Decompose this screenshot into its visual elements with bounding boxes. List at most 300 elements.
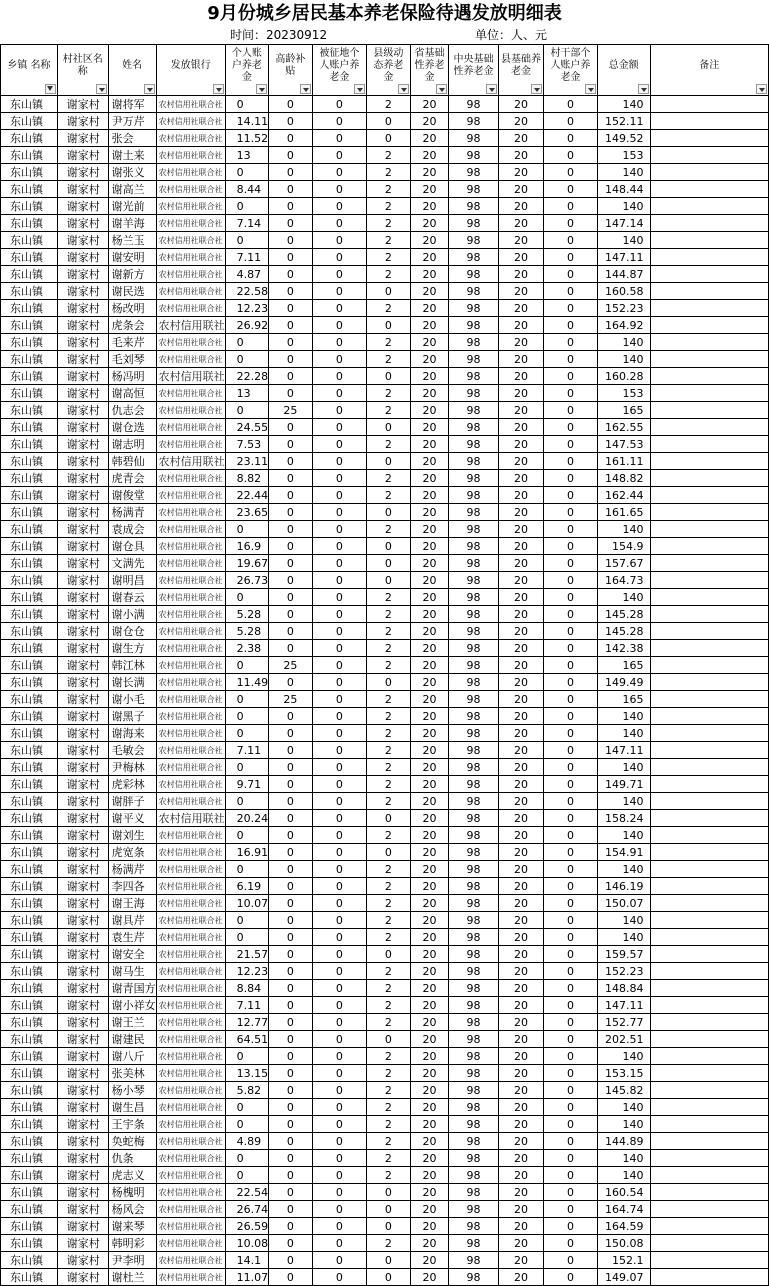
cell-name[interactable]: 谢建民 [108,1031,156,1048]
cell-central[interactable]: 98 [449,980,498,997]
cell-cadre[interactable]: 0 [544,368,597,385]
cell-personal[interactable]: 19.67 [225,555,269,572]
cell-cadre[interactable]: 0 [544,300,597,317]
cell-bank[interactable]: 农村信用社联合社 [156,776,225,793]
cell-personal[interactable]: 0 [225,521,269,538]
cell-personal[interactable]: 13 [225,147,269,164]
cell-central[interactable]: 98 [449,317,498,334]
cell-land[interactable]: 0 [312,878,366,895]
cell-county-dyn[interactable]: 2 [367,912,411,929]
cell-bank[interactable]: 农村信用社联合社 [156,606,225,623]
cell-name[interactable]: 谢胖子 [108,793,156,810]
cell-name[interactable]: 谢春云 [108,589,156,606]
cell-total[interactable]: 162.55 [597,419,650,436]
cell-county-dyn[interactable]: 2 [367,232,411,249]
cell-land[interactable]: 0 [312,521,366,538]
cell-prov[interactable]: 20 [410,1218,449,1235]
cell-village[interactable]: 谢家村 [57,436,108,453]
cell-total[interactable]: 149.07 [597,1269,650,1286]
cell-central[interactable]: 98 [449,1184,498,1201]
cell-elderly[interactable]: 0 [269,810,313,827]
cell-village[interactable]: 谢家村 [57,453,108,470]
cell-cadre[interactable]: 0 [544,1252,597,1269]
cell-cadre[interactable]: 0 [544,844,597,861]
cell-prov[interactable]: 20 [410,283,449,300]
cell-cadre[interactable]: 0 [544,1116,597,1133]
cell-county-dyn[interactable]: 0 [367,1252,411,1269]
cell-village[interactable]: 谢家村 [57,691,108,708]
cell-personal[interactable]: 22.44 [225,487,269,504]
cell-bank[interactable]: 农村信用社联合社 [156,164,225,181]
cell-town[interactable]: 东山镇 [1,657,58,674]
cell-personal[interactable]: 22.54 [225,1184,269,1201]
cell-name[interactable]: 奂蛇梅 [108,1133,156,1150]
filter-icon[interactable] [144,84,155,94]
cell-town[interactable]: 东山镇 [1,691,58,708]
cell-land[interactable]: 0 [312,827,366,844]
cell-village[interactable]: 谢家村 [57,912,108,929]
cell-county-base[interactable]: 20 [498,1031,544,1048]
cell-land[interactable]: 0 [312,708,366,725]
cell-name[interactable]: 杨满芹 [108,861,156,878]
cell-prov[interactable]: 20 [410,1099,449,1116]
cell-remark[interactable] [650,1167,768,1184]
cell-land[interactable]: 0 [312,96,366,113]
cell-village[interactable]: 谢家村 [57,1116,108,1133]
cell-prov[interactable]: 20 [410,997,449,1014]
cell-central[interactable]: 98 [449,1082,498,1099]
cell-cadre[interactable]: 0 [544,776,597,793]
cell-village[interactable]: 谢家村 [57,538,108,555]
cell-central[interactable]: 98 [449,929,498,946]
cell-elderly[interactable]: 0 [269,1150,313,1167]
cell-remark[interactable] [650,521,768,538]
cell-bank[interactable]: 农村信用社联合社 [156,1031,225,1048]
cell-personal[interactable]: 12.23 [225,963,269,980]
cell-land[interactable]: 0 [312,470,366,487]
cell-personal[interactable]: 0 [225,1167,269,1184]
cell-village[interactable]: 谢家村 [57,521,108,538]
cell-central[interactable]: 98 [449,878,498,895]
cell-bank[interactable]: 农村信用社联合社 [156,742,225,759]
cell-personal[interactable]: 10.07 [225,895,269,912]
cell-central[interactable]: 98 [449,640,498,657]
filter-icon[interactable] [354,84,365,94]
cell-total[interactable]: 152.23 [597,963,650,980]
cell-prov[interactable]: 20 [410,708,449,725]
cell-village[interactable]: 谢家村 [57,1031,108,1048]
cell-remark[interactable] [650,759,768,776]
cell-village[interactable]: 谢家村 [57,793,108,810]
cell-remark[interactable] [650,283,768,300]
cell-name[interactable]: 谢八斤 [108,1048,156,1065]
cell-remark[interactable] [650,725,768,742]
cell-central[interactable]: 98 [449,368,498,385]
cell-personal[interactable]: 8.44 [225,181,269,198]
cell-remark[interactable] [650,1133,768,1150]
cell-town[interactable]: 东山镇 [1,1235,58,1252]
cell-land[interactable]: 0 [312,487,366,504]
cell-village[interactable]: 谢家村 [57,249,108,266]
cell-name[interactable]: 谢羊海 [108,215,156,232]
cell-total[interactable]: 202.51 [597,1031,650,1048]
cell-county-base[interactable]: 20 [498,385,544,402]
cell-name[interactable]: 谢俊堂 [108,487,156,504]
cell-remark[interactable] [650,351,768,368]
cell-bank[interactable]: 农村信用社联合社 [156,657,225,674]
cell-land[interactable]: 0 [312,402,366,419]
cell-village[interactable]: 谢家村 [57,368,108,385]
cell-remark[interactable] [650,1150,768,1167]
cell-remark[interactable] [650,419,768,436]
cell-remark[interactable] [650,181,768,198]
cell-bank[interactable]: 农村信用社联合社 [156,640,225,657]
cell-bank[interactable]: 农村信用社联合社 [156,232,225,249]
cell-prov[interactable]: 20 [410,793,449,810]
cell-county-base[interactable]: 20 [498,402,544,419]
cell-town[interactable]: 东山镇 [1,283,58,300]
cell-total[interactable]: 157.67 [597,555,650,572]
cell-bank[interactable]: 农村信用社联合社 [156,1048,225,1065]
cell-name[interactable]: 张美林 [108,1065,156,1082]
cell-village[interactable]: 谢家村 [57,266,108,283]
cell-county-dyn[interactable]: 0 [367,130,411,147]
cell-name[interactable]: 谢平义 [108,810,156,827]
cell-total[interactable]: 153.15 [597,1065,650,1082]
cell-county-base[interactable]: 20 [498,1218,544,1235]
cell-land[interactable]: 0 [312,844,366,861]
cell-remark[interactable] [650,402,768,419]
cell-elderly[interactable]: 0 [269,504,313,521]
cell-town[interactable]: 东山镇 [1,742,58,759]
cell-bank[interactable]: 农村信用社联合社 [156,895,225,912]
cell-personal[interactable]: 64.51 [225,1031,269,1048]
cell-cadre[interactable]: 0 [544,793,597,810]
cell-personal[interactable]: 0 [225,334,269,351]
cell-remark[interactable] [650,385,768,402]
cell-elderly[interactable]: 0 [269,895,313,912]
cell-village[interactable]: 谢家村 [57,1065,108,1082]
cell-village[interactable]: 谢家村 [57,657,108,674]
cell-name[interactable]: 谢高恒 [108,385,156,402]
cell-elderly[interactable]: 0 [269,368,313,385]
cell-cadre[interactable]: 0 [544,232,597,249]
cell-county-base[interactable]: 20 [498,572,544,589]
cell-county-base[interactable]: 20 [498,215,544,232]
cell-county-dyn[interactable]: 2 [367,606,411,623]
cell-total[interactable]: 140 [597,793,650,810]
cell-elderly[interactable]: 25 [269,691,313,708]
cell-elderly[interactable]: 0 [269,1167,313,1184]
cell-total[interactable]: 152.77 [597,1014,650,1031]
cell-central[interactable]: 98 [449,963,498,980]
cell-town[interactable]: 东山镇 [1,300,58,317]
cell-land[interactable]: 0 [312,640,366,657]
cell-total[interactable]: 164.92 [597,317,650,334]
cell-town[interactable]: 东山镇 [1,1065,58,1082]
cell-bank[interactable]: 农村信用社联合社 [156,1269,225,1286]
cell-town[interactable]: 东山镇 [1,538,58,555]
cell-cadre[interactable]: 0 [544,198,597,215]
cell-village[interactable]: 谢家村 [57,1082,108,1099]
cell-town[interactable]: 东山镇 [1,1252,58,1269]
cell-county-base[interactable]: 20 [498,1065,544,1082]
cell-prov[interactable]: 20 [410,657,449,674]
cell-total[interactable]: 148.82 [597,470,650,487]
cell-bank[interactable]: 农村信用社联合社 [156,147,225,164]
cell-cadre[interactable]: 0 [544,912,597,929]
cell-elderly[interactable]: 0 [269,980,313,997]
cell-prov[interactable]: 20 [410,96,449,113]
cell-town[interactable]: 东山镇 [1,487,58,504]
cell-cadre[interactable]: 0 [544,895,597,912]
cell-prov[interactable]: 20 [410,861,449,878]
cell-land[interactable]: 0 [312,130,366,147]
cell-personal[interactable]: 26.59 [225,1218,269,1235]
cell-county-base[interactable]: 20 [498,1099,544,1116]
cell-village[interactable]: 谢家村 [57,1133,108,1150]
cell-total[interactable]: 145.82 [597,1082,650,1099]
cell-cadre[interactable]: 0 [544,929,597,946]
cell-personal[interactable]: 0 [225,96,269,113]
cell-name[interactable]: 谢明昌 [108,572,156,589]
cell-land[interactable]: 0 [312,997,366,1014]
cell-bank[interactable]: 农村信用社联合社 [156,963,225,980]
cell-prov[interactable]: 20 [410,198,449,215]
cell-name[interactable]: 虎青会 [108,470,156,487]
cell-land[interactable]: 0 [312,606,366,623]
cell-central[interactable]: 98 [449,147,498,164]
cell-county-dyn[interactable]: 2 [367,742,411,759]
cell-land[interactable]: 0 [312,419,366,436]
cell-elderly[interactable]: 0 [269,844,313,861]
cell-county-base[interactable]: 20 [498,181,544,198]
cell-village[interactable]: 谢家村 [57,96,108,113]
cell-cadre[interactable]: 0 [544,623,597,640]
cell-name[interactable]: 韩碧仙 [108,453,156,470]
cell-bank[interactable]: 农村信用社联合社 [156,181,225,198]
cell-central[interactable]: 98 [449,946,498,963]
cell-central[interactable]: 98 [449,912,498,929]
cell-name[interactable]: 谢仓具 [108,538,156,555]
cell-cadre[interactable]: 0 [544,1218,597,1235]
cell-name[interactable]: 谢青国方 [108,980,156,997]
cell-village[interactable]: 谢家村 [57,980,108,997]
cell-town[interactable]: 东山镇 [1,963,58,980]
cell-prov[interactable]: 20 [410,691,449,708]
cell-central[interactable]: 98 [449,861,498,878]
cell-cadre[interactable]: 0 [544,572,597,589]
cell-central[interactable]: 98 [449,708,498,725]
cell-remark[interactable] [650,1065,768,1082]
cell-county-base[interactable]: 20 [498,470,544,487]
cell-personal[interactable]: 7.11 [225,997,269,1014]
cell-name[interactable]: 谢来琴 [108,1218,156,1235]
cell-personal[interactable]: 16.9 [225,538,269,555]
cell-elderly[interactable]: 0 [269,555,313,572]
cell-county-base[interactable]: 20 [498,334,544,351]
cell-town[interactable]: 东山镇 [1,980,58,997]
cell-county-dyn[interactable]: 2 [367,198,411,215]
cell-village[interactable]: 谢家村 [57,147,108,164]
cell-county-dyn[interactable]: 2 [367,147,411,164]
cell-bank[interactable]: 农村信用社联合社 [156,300,225,317]
cell-prov[interactable]: 20 [410,844,449,861]
cell-county-dyn[interactable]: 2 [367,249,411,266]
cell-personal[interactable]: 24.55 [225,419,269,436]
cell-town[interactable]: 东山镇 [1,861,58,878]
cell-elderly[interactable]: 0 [269,147,313,164]
cell-county-base[interactable]: 20 [498,368,544,385]
cell-prov[interactable]: 20 [410,113,449,130]
cell-cadre[interactable]: 0 [544,1133,597,1150]
cell-county-base[interactable]: 20 [498,742,544,759]
cell-total[interactable]: 140 [597,351,650,368]
cell-town[interactable]: 东山镇 [1,147,58,164]
cell-name[interactable]: 仇志会 [108,402,156,419]
cell-land[interactable]: 0 [312,1201,366,1218]
cell-prov[interactable]: 20 [410,895,449,912]
cell-county-dyn[interactable]: 0 [367,1269,411,1286]
cell-county-base[interactable]: 20 [498,419,544,436]
cell-county-dyn[interactable]: 2 [367,385,411,402]
cell-county-base[interactable]: 20 [498,249,544,266]
cell-prov[interactable]: 20 [410,1269,449,1286]
cell-county-base[interactable]: 20 [498,623,544,640]
cell-personal[interactable]: 0 [225,929,269,946]
cell-remark[interactable] [650,963,768,980]
cell-total[interactable]: 140 [597,232,650,249]
cell-total[interactable]: 140 [597,725,650,742]
cell-name[interactable]: 虎志义 [108,1167,156,1184]
cell-prov[interactable]: 20 [410,1133,449,1150]
cell-elderly[interactable]: 0 [269,470,313,487]
cell-land[interactable]: 0 [312,1116,366,1133]
cell-remark[interactable] [650,1252,768,1269]
cell-total[interactable]: 154.91 [597,844,650,861]
cell-county-dyn[interactable]: 0 [367,419,411,436]
cell-prov[interactable]: 20 [410,572,449,589]
cell-village[interactable]: 谢家村 [57,827,108,844]
cell-cadre[interactable]: 0 [544,742,597,759]
cell-total[interactable]: 140 [597,521,650,538]
cell-county-dyn[interactable]: 2 [367,470,411,487]
cell-prov[interactable]: 20 [410,453,449,470]
cell-cadre[interactable]: 0 [544,861,597,878]
cell-town[interactable]: 东山镇 [1,198,58,215]
cell-personal[interactable]: 0 [225,759,269,776]
cell-remark[interactable] [650,929,768,946]
cell-personal[interactable]: 0 [225,691,269,708]
cell-personal[interactable]: 22.28 [225,368,269,385]
cell-county-base[interactable]: 20 [498,198,544,215]
filter-icon[interactable] [638,84,649,94]
cell-county-base[interactable]: 20 [498,96,544,113]
cell-remark[interactable] [650,470,768,487]
cell-bank[interactable]: 农村信用社联合社 [156,861,225,878]
cell-county-dyn[interactable]: 2 [367,895,411,912]
cell-remark[interactable] [650,504,768,521]
cell-town[interactable]: 东山镇 [1,572,58,589]
cell-personal[interactable]: 13 [225,385,269,402]
cell-land[interactable]: 0 [312,555,366,572]
cell-cadre[interactable]: 0 [544,215,597,232]
cell-county-base[interactable]: 20 [498,521,544,538]
cell-village[interactable]: 谢家村 [57,198,108,215]
cell-elderly[interactable]: 0 [269,215,313,232]
cell-central[interactable]: 98 [449,232,498,249]
cell-central[interactable]: 98 [449,1218,498,1235]
cell-county-base[interactable]: 20 [498,946,544,963]
cell-cadre[interactable]: 0 [544,725,597,742]
cell-town[interactable]: 东山镇 [1,946,58,963]
cell-central[interactable]: 98 [449,487,498,504]
cell-central[interactable]: 98 [449,997,498,1014]
cell-bank[interactable]: 农村信用联社 [156,810,225,827]
cell-county-dyn[interactable]: 2 [367,929,411,946]
cell-prov[interactable]: 20 [410,725,449,742]
cell-remark[interactable] [650,130,768,147]
cell-county-base[interactable]: 20 [498,164,544,181]
cell-county-dyn[interactable]: 0 [367,504,411,521]
cell-personal[interactable]: 7.14 [225,215,269,232]
cell-prov[interactable]: 20 [410,470,449,487]
cell-county-dyn[interactable]: 0 [367,674,411,691]
filter-icon[interactable] [213,84,224,94]
cell-county-dyn[interactable]: 2 [367,1150,411,1167]
cell-village[interactable]: 谢家村 [57,419,108,436]
cell-total[interactable]: 140 [597,589,650,606]
cell-village[interactable]: 谢家村 [57,589,108,606]
cell-town[interactable]: 东山镇 [1,1201,58,1218]
cell-central[interactable]: 98 [449,96,498,113]
cell-elderly[interactable]: 0 [269,181,313,198]
cell-name[interactable]: 毛来芹 [108,334,156,351]
cell-cadre[interactable]: 0 [544,1235,597,1252]
cell-bank[interactable]: 农村信用社联合社 [156,997,225,1014]
cell-prov[interactable]: 20 [410,1167,449,1184]
cell-total[interactable]: 152.11 [597,113,650,130]
cell-remark[interactable] [650,742,768,759]
cell-central[interactable]: 98 [449,691,498,708]
cell-county-base[interactable]: 20 [498,674,544,691]
cell-central[interactable]: 98 [449,1048,498,1065]
cell-county-dyn[interactable]: 2 [367,1065,411,1082]
cell-name[interactable]: 虎彩林 [108,776,156,793]
cell-total[interactable]: 161.11 [597,453,650,470]
cell-remark[interactable] [650,878,768,895]
cell-name[interactable]: 虎宽条 [108,844,156,861]
cell-county-base[interactable]: 20 [498,232,544,249]
cell-county-base[interactable]: 20 [498,1133,544,1150]
cell-land[interactable]: 0 [312,147,366,164]
cell-cadre[interactable]: 0 [544,436,597,453]
cell-prov[interactable]: 20 [410,946,449,963]
cell-county-dyn[interactable]: 2 [367,759,411,776]
cell-village[interactable]: 谢家村 [57,1184,108,1201]
cell-personal[interactable]: 26.74 [225,1201,269,1218]
cell-prov[interactable]: 20 [410,912,449,929]
cell-prov[interactable]: 20 [410,1031,449,1048]
cell-name[interactable]: 仇条 [108,1150,156,1167]
cell-cadre[interactable]: 0 [544,385,597,402]
filter-icon[interactable] [531,84,542,94]
cell-name[interactable]: 谢马生 [108,963,156,980]
cell-county-dyn[interactable]: 2 [367,521,411,538]
cell-remark[interactable] [650,113,768,130]
cell-elderly[interactable]: 0 [269,1218,313,1235]
cell-cadre[interactable]: 0 [544,317,597,334]
